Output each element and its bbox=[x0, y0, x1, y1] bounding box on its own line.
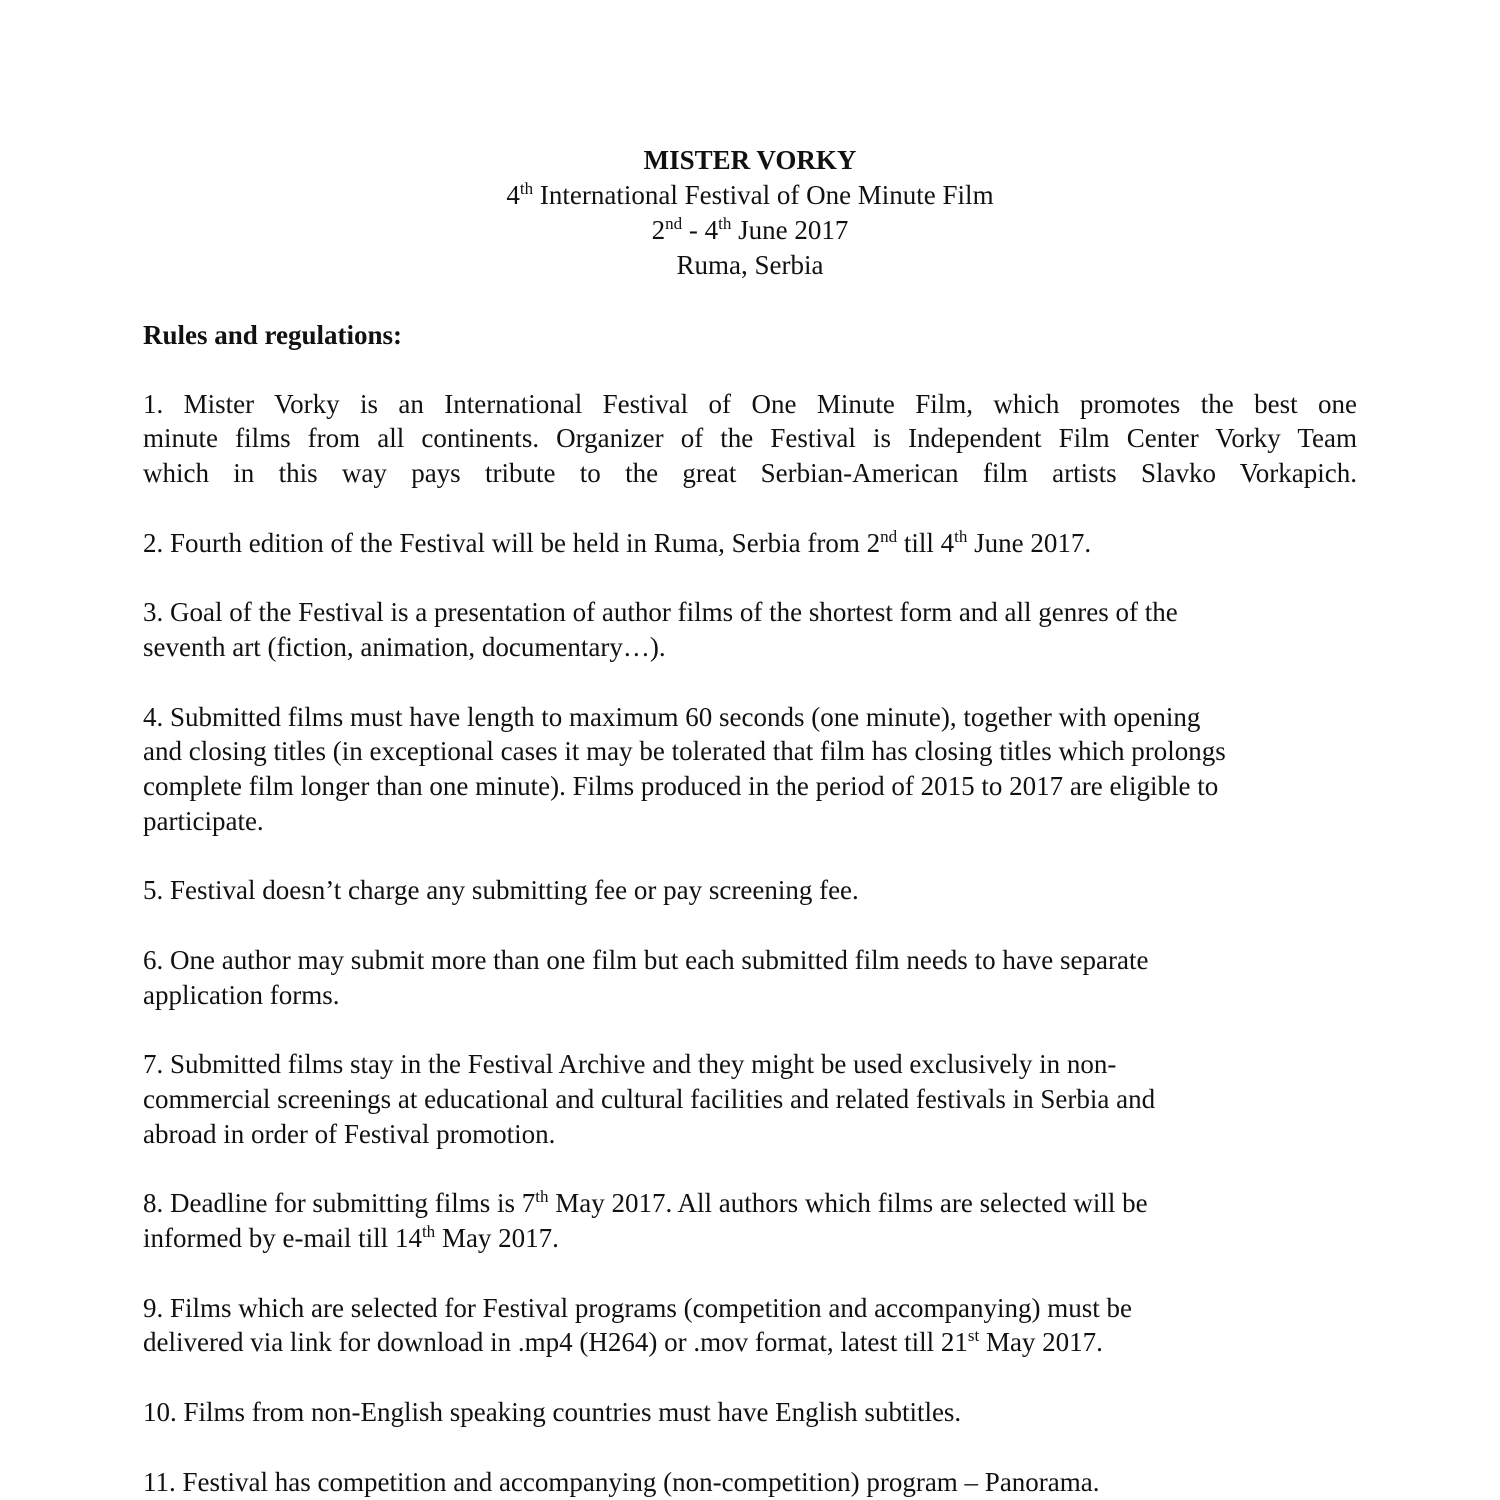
superscript: th bbox=[519, 179, 534, 198]
rule-text: 2. Fourth edition of the Festival will be held in Ruma, Serbia from 2 bbox=[143, 528, 881, 558]
superscript: nd bbox=[665, 214, 683, 233]
festival-subtitle bbox=[0, 178, 1500, 213]
rule-line: 4. Submitted films must have length to maximum 60 seconds (one minute), together with opening bbox=[143, 702, 1201, 732]
rule-text: May 2017. bbox=[435, 1223, 559, 1253]
rule-text: delivered via link for download in .mp4 (H264) or .mov format, latest till 21 bbox=[143, 1327, 968, 1357]
rule-10: 10. Films from non-English speaking countries must have English subtitles. bbox=[143, 1397, 962, 1427]
rule-line: 6. One author may submit more than one film but each submitted film needs to have separate bbox=[143, 945, 1149, 975]
superscript: nd bbox=[880, 527, 898, 546]
rule-text: informed by e-mail till 14 bbox=[143, 1223, 422, 1253]
festival-location: Ruma, Serbia bbox=[676, 250, 824, 280]
date-part: - 4 bbox=[682, 215, 719, 245]
rule-line: which in this way pays tribute to the great Serbian-American film artists Slavko Vorkapich. bbox=[143, 458, 1357, 488]
festival-title: MISTER VORKY bbox=[643, 145, 857, 175]
rule-line: participate. bbox=[143, 806, 264, 836]
rule-text: June 2017. bbox=[967, 528, 1092, 558]
rule-line bbox=[143, 1186, 1357, 1221]
rule-line: 9. Films which are selected for Festival programs (competition and accompanying) must be bbox=[143, 1293, 1132, 1323]
superscript: th bbox=[421, 1222, 436, 1241]
rule-2 bbox=[143, 526, 1357, 561]
rule-line: complete film longer than one minute). Films produced in the period of 2015 to 2017 are eligible to bbox=[143, 771, 1219, 801]
date-part: June 2017 bbox=[731, 215, 849, 245]
edition-text: International Festival of One Minute Film bbox=[533, 180, 994, 210]
edition-number: 4 bbox=[506, 180, 520, 210]
rule-text: till 4 bbox=[897, 528, 955, 558]
rule-line: seventh art (fiction, animation, documentary…). bbox=[143, 632, 666, 662]
rule-line bbox=[143, 1325, 1357, 1360]
rule-text: 8. Deadline for submitting films is 7 bbox=[143, 1188, 536, 1218]
superscript: th bbox=[718, 214, 732, 233]
festival-dates bbox=[0, 213, 1500, 248]
superscript: th bbox=[954, 527, 968, 546]
superscript: st bbox=[967, 1326, 980, 1345]
date-part: 2 bbox=[651, 215, 666, 245]
rules-heading: Rules and regulations: bbox=[143, 320, 403, 350]
rule-line bbox=[143, 1221, 1357, 1256]
rule-text: May 2017. All authors which films are selected will be bbox=[548, 1188, 1148, 1218]
rule-line: 3. Goal of the Festival is a presentation of author films of the shortest form and all genres of the bbox=[143, 597, 1178, 627]
superscript: th bbox=[535, 1187, 549, 1206]
rule-line: and closing titles (in exceptional cases it may be tolerated that film has closing titles which prolongs bbox=[143, 736, 1226, 766]
rule-5: 5. Festival doesn’t charge any submitting fee or pay screening fee. bbox=[143, 875, 859, 905]
rule-line: 7. Submitted films stay in the Festival Archive and they might be used exclusively in non- bbox=[143, 1049, 1117, 1079]
rule-line: commercial screenings at educational and cultural facilities and related festivals in Serbia and bbox=[143, 1084, 1156, 1114]
rule-line: minute films from all continents. Organizer of the Festival is Independent Film Center Vorky Team bbox=[143, 423, 1357, 453]
rule-line: application forms. bbox=[143, 980, 340, 1010]
rule-11: 11. Festival has competition and accompanying (non-competition) program – Panorama. bbox=[143, 1467, 1100, 1497]
rule-text: May 2017. bbox=[979, 1327, 1103, 1357]
rule-line: 1. Mister Vorky is an International Festival of One Minute Film, which promotes the best one bbox=[143, 389, 1357, 419]
rule-line: abroad in order of Festival promotion. bbox=[143, 1119, 556, 1149]
